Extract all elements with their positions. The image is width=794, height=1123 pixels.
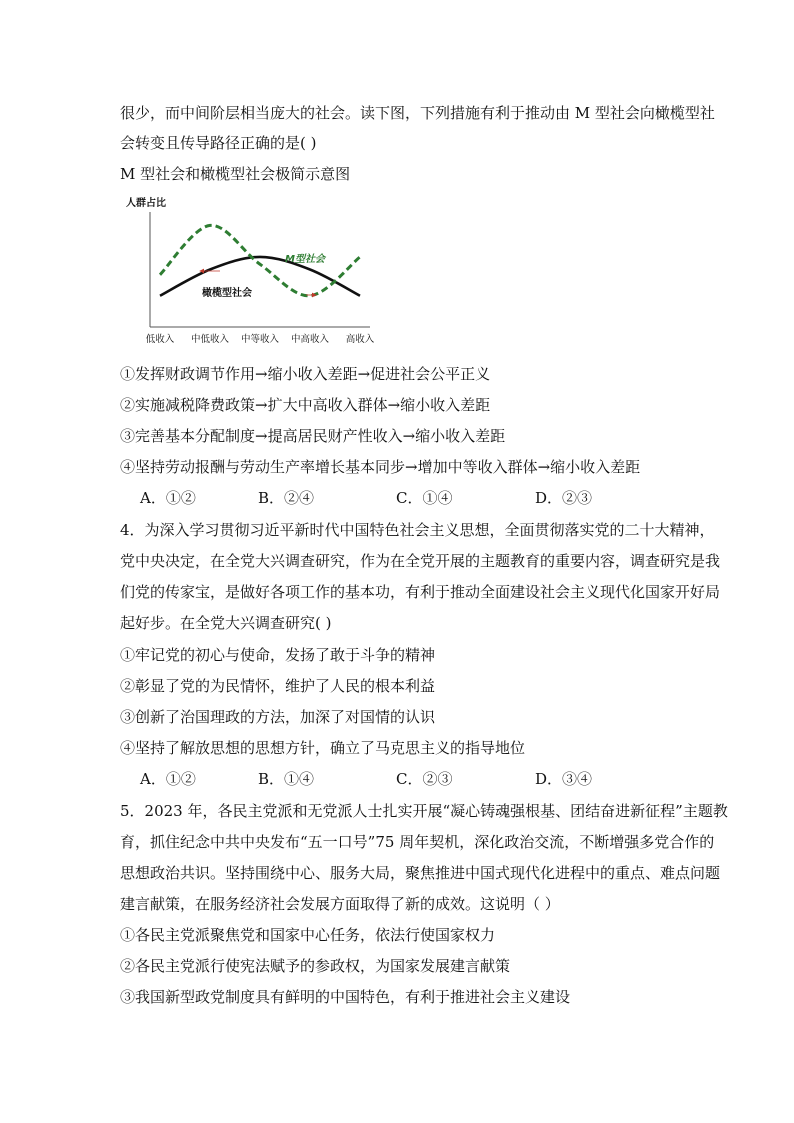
q3-intro-line-2: 会转变且传导路径正确的是( ) bbox=[120, 134, 317, 152]
q4-choice-d[interactable]: D．③④ bbox=[535, 770, 593, 788]
q4-choice-a[interactable]: A．①② bbox=[140, 770, 196, 788]
q3-choice-b[interactable]: B．②④ bbox=[258, 489, 315, 507]
q4-stem-line-1: 4．为深入学习贯彻习近平新时代中国特色社会主义思想，全面贯彻落实党的二十大精神， bbox=[120, 521, 715, 539]
x-tick-label: 中等收入 bbox=[240, 334, 280, 345]
m-society-curve bbox=[160, 225, 360, 295]
olive-society-annotation: 橄榄型社会 bbox=[202, 288, 252, 299]
q4-stem-line-2: 党中央决定，在全党大兴调查研究，作为在全党开展的主题教育的重要内容，调查研究是我 bbox=[120, 552, 721, 570]
q3-choice-c[interactable]: C．①④ bbox=[396, 489, 453, 507]
x-tick-label: 高收入 bbox=[345, 334, 375, 345]
series-layer bbox=[160, 225, 360, 295]
x-tick-label: 中低收入 bbox=[190, 334, 230, 345]
y-axis-label: 人群占比 bbox=[126, 198, 166, 209]
q3-choice-a[interactable]: A．①② bbox=[140, 489, 196, 507]
q3-intro-line-1: 很少，而中间阶层相当庞大的社会。读下图，下列措施有利于推动由 M 型社会向橄榄型社 bbox=[120, 104, 715, 122]
q5-stem-line-1: 5．2023 年，各民主党派和无党派人士扎实开展“凝心铸魂强根基、团结奋进新征程”主题教 bbox=[120, 802, 728, 820]
x-tick-label: 中高收入 bbox=[290, 334, 330, 345]
q3-option-3: ③完善基本分配制度→提高居民财产性收入→缩小收入差距 bbox=[120, 427, 506, 445]
q4-option-4: ④坚持了解放思想的思想方针，确立了马克思主义的指导地位 bbox=[120, 739, 526, 757]
q4-option-2: ②彰显了党的为民情怀，维护了人民的根本利益 bbox=[120, 677, 436, 695]
q5-option-1: ①各民主党派聚焦党和国家中心任务，依法行使国家权力 bbox=[120, 926, 496, 944]
q4-choice-b[interactable]: B．①④ bbox=[258, 770, 315, 788]
q4-stem-line-3: 们党的传家宝，是做好各项工作的基本功，有利于推动全面建设社会主义现代化国家开好局 bbox=[120, 583, 721, 601]
q5-stem-line-2: 育，抓住纪念中共中央发布“五一口号”75 周年契机，深化政治交流，不断增强多党合作的 bbox=[120, 833, 715, 851]
figure-title: M 型社会和橄榄型社会极简示意图 bbox=[120, 165, 351, 183]
q5-option-2: ②各民主党派行使宪法赋予的参政权，为国家发展建言献策 bbox=[120, 957, 511, 975]
x-tick-label: 低收入 bbox=[145, 334, 175, 345]
q3-option-4: ④坚持劳动报酬与劳动生产率增长基本同步→增加中等收入群体→缩小收入差距 bbox=[120, 458, 641, 476]
q4-option-1: ①牢记党的初心与使命，发扬了敢于斗争的精神 bbox=[120, 646, 436, 664]
q5-option-3: ③我国新型政党制度具有鲜明的中国特色，有利于推进社会主义建设 bbox=[120, 988, 571, 1006]
chart-svg bbox=[120, 192, 380, 347]
q4-option-3: ③创新了治国理政的方法，加深了对国情的认识 bbox=[120, 708, 436, 726]
m-society-annotation: M型社会 bbox=[285, 254, 325, 265]
q5-stem-line-3: 思想政治共识。坚持围绕中心、服务大局，聚焦推进中国式现代化进程中的重点、难点问题 bbox=[120, 864, 721, 882]
q3-option-2: ②实施减税降费政策→扩大中高收入群体→缩小收入差距 bbox=[120, 396, 491, 414]
income-distribution-chart bbox=[120, 192, 380, 347]
q3-choice-d[interactable]: D．②③ bbox=[535, 489, 593, 507]
q4-choice-c[interactable]: C．②③ bbox=[396, 770, 453, 788]
x-tick-labels bbox=[146, 333, 375, 345]
q3-option-1: ①发挥财政调节作用→缩小收入差距→促进社会公平正义 bbox=[120, 365, 491, 383]
q4-stem-line-4: 起好步。在全党大兴调查研究( ) bbox=[120, 614, 332, 632]
q5-stem-line-4: 建言献策，在服务经济社会发展方面取得了新的成效。这说明（ ） bbox=[120, 895, 560, 913]
